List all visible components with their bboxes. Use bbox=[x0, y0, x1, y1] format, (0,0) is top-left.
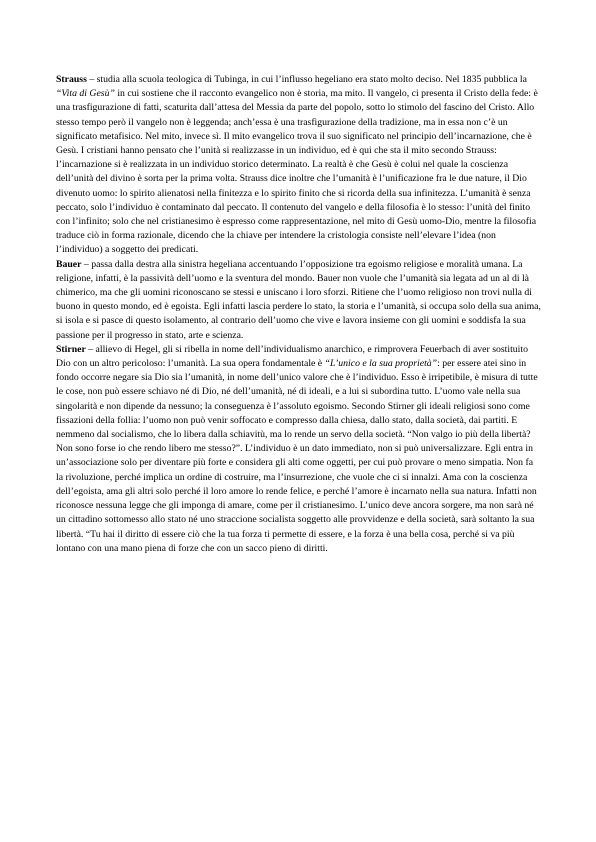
bauer-paragraph bbox=[56, 258, 542, 343]
stirner-text-2: : per essere atei sino in fondo occorre negare sia Dio sia l’umanità, in nome dell’unico valore che è l’individuo. Esso è irripetibile, è misura di tutte le cose, non può essere schiavo né di Dio, né dell’umanità, né di ideali, e a lui si subordina tutto. L’uomo vale nella sua singolarità e non dipende da nessuno; la conseguenza è l’assoluto egoismo. Secondo Stirner gli ideali religiosi sono come fissazioni della follia: l’uomo non può venir soffocato e compresso dalla chiesa, dallo stato, dalla società, dai partiti. E nemmeno dal socialismo, che lo libera dalla schiavitù, ma lo rende un servo della società. “Non valgo io più della libertà? Non sono forse io che rendo libero me stesso?”. L’individuo è un dato immediato, non si può universalizzare. Egli entra in un’associazione solo per diventare più forte e considera gli alti come oggetti, per cui può provare o meno simpatia. Non fa la rivoluzione, perché implica un ordine di costruire, ma l’insurrezione, che vuole che ci si innalzi. Ama con la coscienza dell’egoista, ama gli altri solo perché il loro amore lo rende felice, e perché l’amore è incarnato nella sua natura. Infatti non riconosce nessuna legge che gli imponga di amare, come per il cristianesimo. L’unico deve ancora sorgere, ma non sarà né un cittadino sottomesso allo stato né uno straccione socialista soggetto alle provvidenze e della società, sarà soltanto la sua libertà. “Tu hai il diritto di essere ciò che la tua forza ti permette di essere, e la forza è una bella cosa, perché si va più lontano con una mano piena di forze che con un sacco pieno di diritti. bbox=[56, 358, 538, 554]
strauss-name: Strauss bbox=[56, 74, 87, 85]
bauer-text-1: – passa dalla destra alla sinistra hegeliana accentuando l’opposizione tra egoismo religiose e moralità umana. La religione, infatti, è la passività dell’uomo e la sventura del mondo. Bauer non vuole che l’umanità sia legata ad un al di là chimerico, ma che gli uomini riconoscano se stessi e uniscano i loro sforzi. Ritiene che l’uomo religioso non trovi nulla di buono in questo mondo, ed è egoista. Egli infatti lascia perdere lo stato, la storia e l’umanità, si occupa solo della sua anima, si isola e si pasce di questo isolamento, al contrario dell’uomo che vive e lavora insieme con gli uomini e soddisfa la sua passione per il progresso in stato, arte e scienza. bbox=[56, 258, 541, 341]
strauss-paragraph bbox=[56, 73, 542, 258]
stirner-name: Stirner bbox=[56, 343, 86, 355]
document-page bbox=[56, 73, 542, 556]
bauer-name: Bauer bbox=[56, 258, 82, 270]
strauss-text-2: in cui sostiene che il racconto evangelico non è storia, ma mito. Il vangelo, ci presenta il Cristo della fede: è una trasfigurazione di fatti, scaturita dall’attesa del Messia da parte del popolo, sotto lo stimolo del fascino del Cristo. Allo stesso tempo però il vangelo non è leggenda; anch’essa è una trasfigurazione della tradizione, ma in essa non c’è un significato metafisico. Nel mito, invece sì. Il mito evangelico trova il suo significato nel principio dell’incarnazione, che è Gesù. I cristiani hanno pensato che l’unità si realizzasse in un individuo, ed è qui che sta il mito secondo Strauss: l’incarnazione si è realizzata in un individuo storico determinato. La realtà è che Gesù è colui nel quale la coscienza dell’unità del divino è sorta per la prima volta. Strauss dice inoltre che l’umanità è l’unificazione fra le due nature, il Dio divenuto uomo: lo spirito alienatosi nella finitezza e lo spirito finito che si ricorda della sua infinitezza. L’umanità è senza peccato, solo l’individuo è contaminato dal peccato. Il contenuto del vangelo e della filosofia è lo stesso: l’unità del finito con l’infinito; solo che nel cristianesimo è espresso come rappresentazione, nel mito di Gesù uomo-Dio, mentre la filosofia traduce ciò in forma razionale, dicendo che la chiave per intendere la cristologia consiste nell’elevare l’idea (non l’individuo) a soggetto dei predicati. bbox=[56, 88, 538, 256]
strauss-book-title: “Vita di Gesù” bbox=[56, 88, 115, 100]
stirner-book-title: “L’unico e la sua proprietà” bbox=[324, 358, 438, 370]
strauss-text-1: – studia alla scuola teologica di Tubinga, in cui l’influsso hegeliano era stato molto deciso. Nel 1835 pubblica la bbox=[86, 74, 527, 85]
stirner-paragraph bbox=[56, 343, 542, 556]
stirner-text-1: – allievo di Hegel, gli si ribella in nome dell’individualismo anarchico, e rimprovera Feuerbach di aver sostituito Dio con un altro pericoloso: l’umanità. La sua opera fondamentale è bbox=[56, 343, 528, 370]
